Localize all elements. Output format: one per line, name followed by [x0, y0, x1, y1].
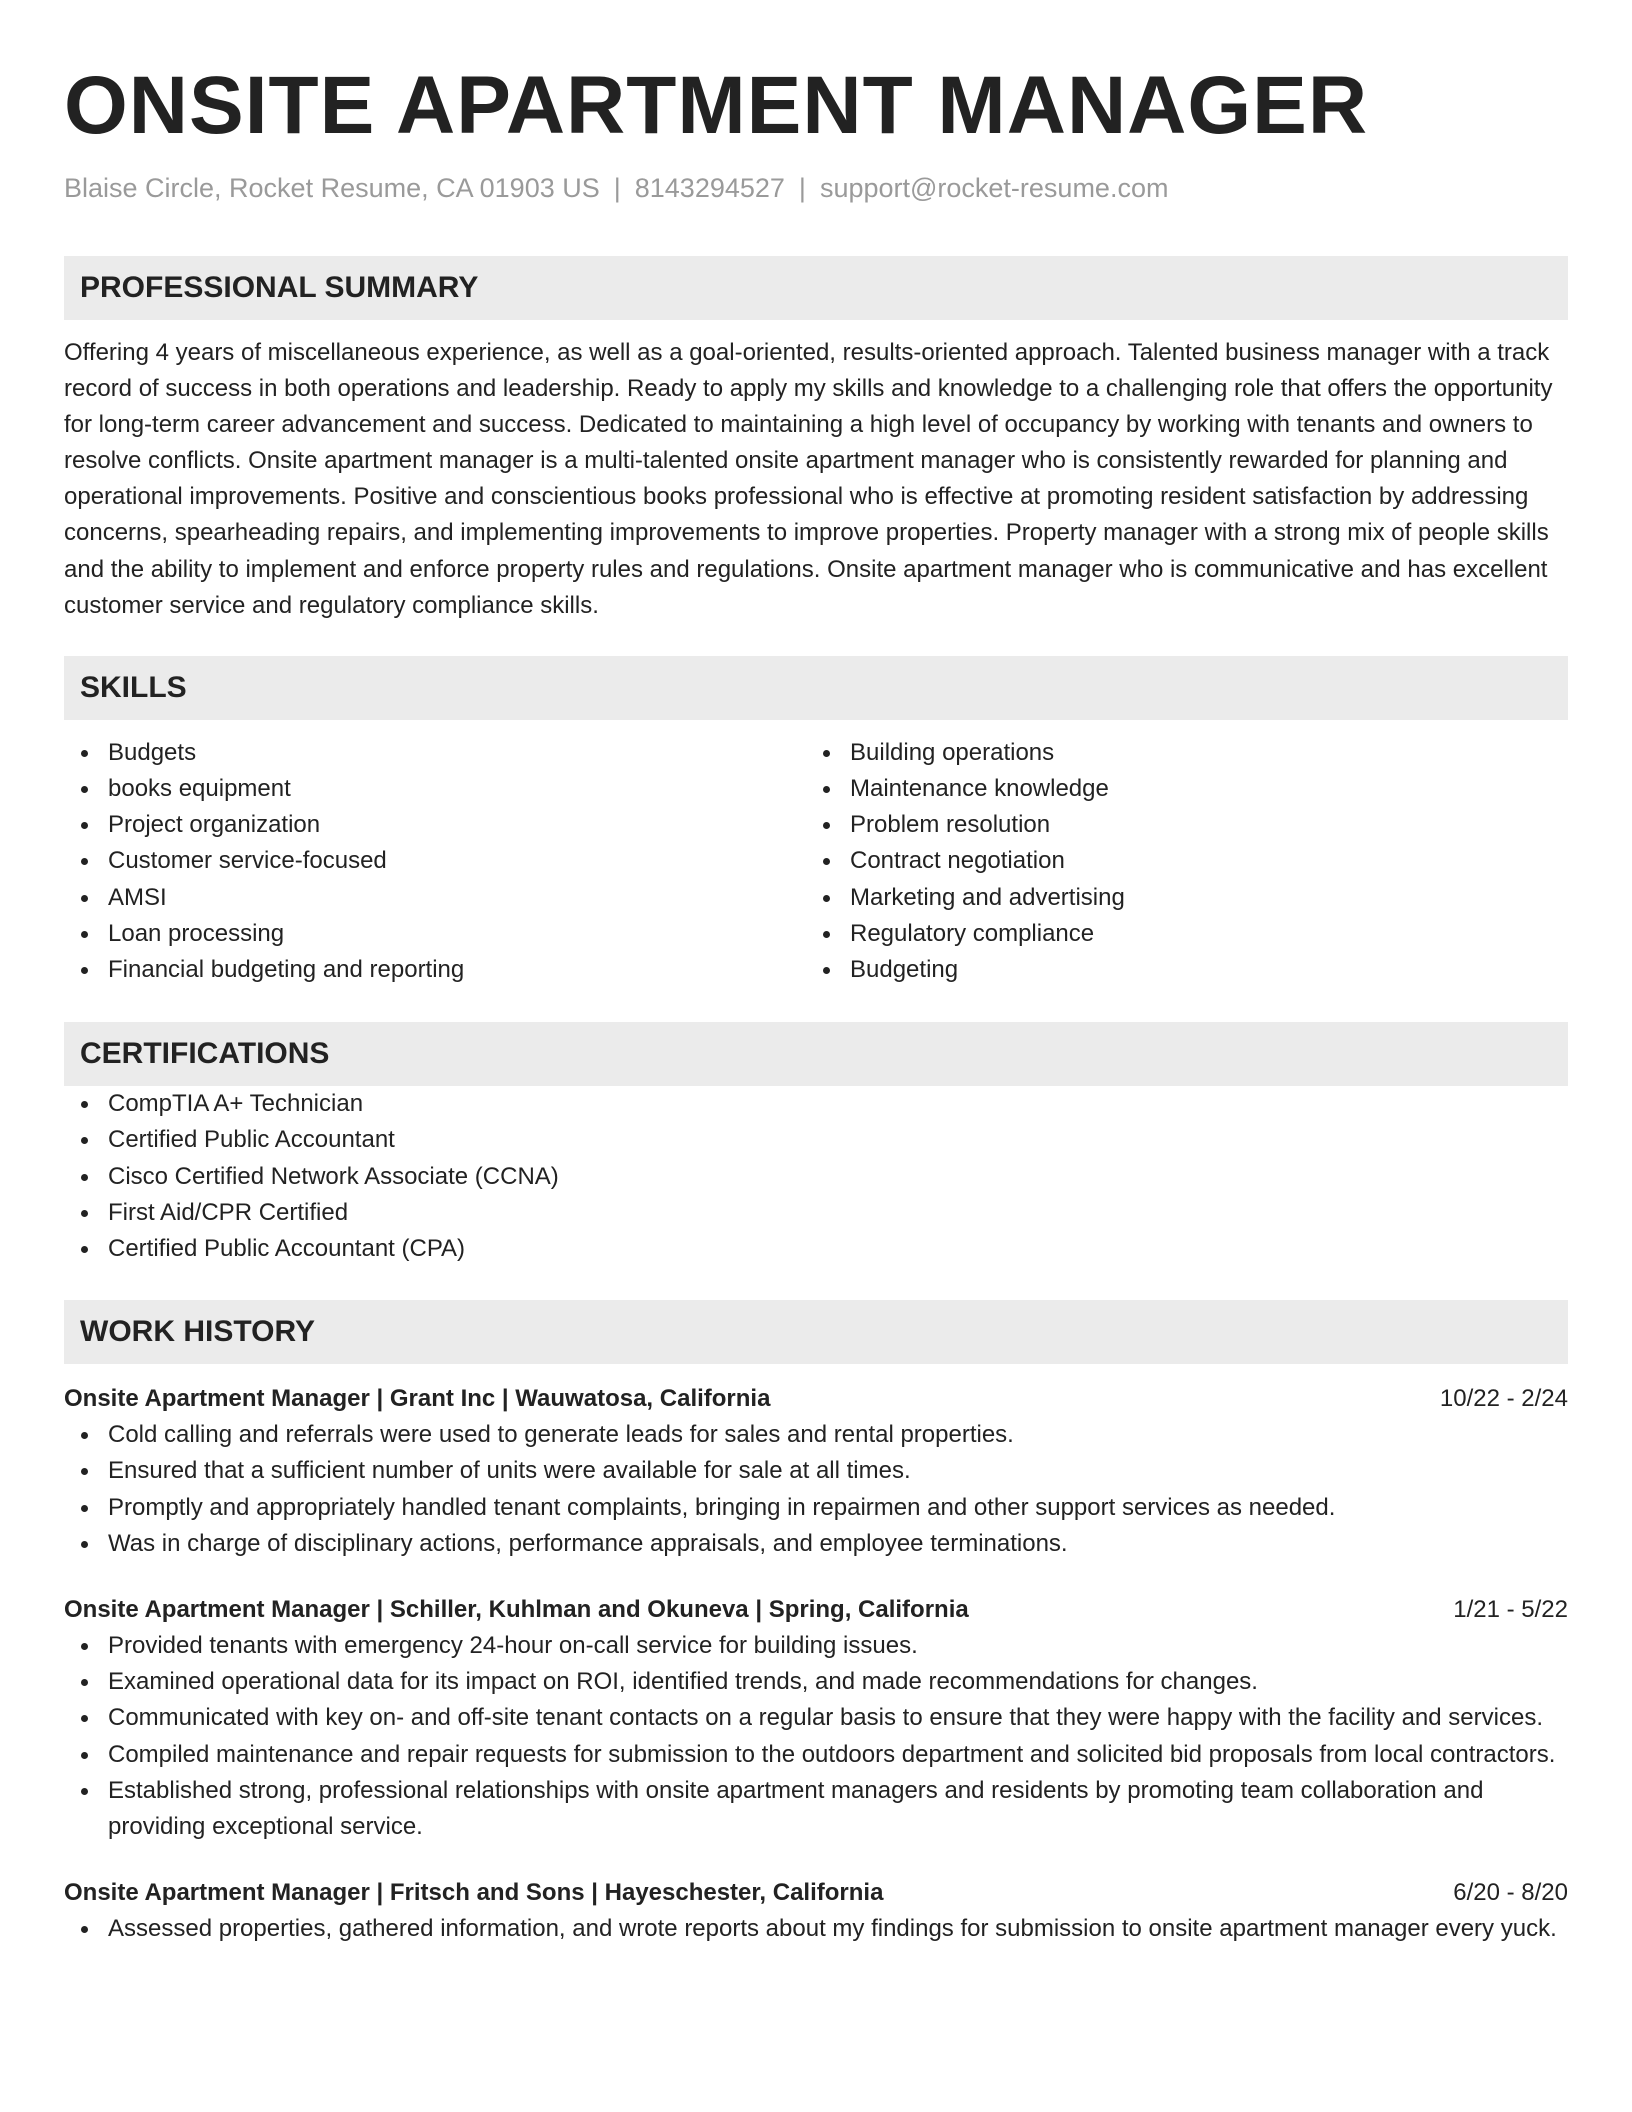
skill-item: Contract negotiation — [806, 843, 1548, 879]
job-bullet: Provided tenants with emergency 24-hour on-call service for building issues. — [64, 1628, 1568, 1664]
contact-separator: | — [613, 173, 621, 203]
job-bullet: Assessed properties, gathered information, and wrote reports about my findings for submission to onsite apartment manager every yuck. — [64, 1911, 1568, 1947]
certification-item: Cisco Certified Network Associate (CCNA) — [64, 1159, 1568, 1195]
contact-line — [64, 170, 1568, 206]
job-title: Onsite Apartment Manager | Schiller, Kuhlman and Okuneva | Spring, California — [64, 1596, 969, 1623]
certification-item: Certified Public Accountant — [64, 1122, 1568, 1158]
skill-item: Budgets — [64, 735, 806, 771]
contact-separator: | — [798, 173, 806, 203]
skill-item: books equipment — [64, 771, 806, 807]
job-bullet: Compiled maintenance and repair requests for submission to the outdoors department and solicited bid proposals from local contractors. — [64, 1737, 1568, 1773]
contact-phone: 8143294527 — [634, 173, 785, 203]
skill-item: Marketing and advertising — [806, 880, 1548, 916]
summary-heading: PROFESSIONAL SUMMARY — [64, 256, 1568, 320]
contact-email: support@rocket-resume.com — [819, 173, 1169, 203]
job-bullet: Established strong, professional relationships with onsite apartment managers and residents by promoting team collaboration and providing exceptional service. — [64, 1773, 1568, 1845]
job-title: Onsite Apartment Manager | Fritsch and Sons | Hayeschester, California — [64, 1879, 884, 1907]
skill-item: AMSI — [64, 880, 806, 916]
work-history-heading: WORK HISTORY — [64, 1300, 1568, 1364]
job-bullets — [64, 1911, 1568, 1947]
skill-item: Maintenance knowledge — [806, 771, 1548, 807]
certification-item: CompTIA A+ Technician — [64, 1086, 1568, 1122]
job-header — [64, 1592, 1568, 1628]
summary-text: Offering 4 years of miscellaneous experience, as well as a goal-oriented, results-oriented approach. Talented business manager with a track record of success in both operations and leadership. Ready to apply my skills and knowledge to a challenging role that offers the opportunity for long-term career advancement and success. Dedicated to maintaining a high level of occupancy by working with tenants and owners to resolve conflicts. Onsite apartment manager is a multi-talented onsite apartment manager who is consistently rewarded for planning and operational improvements. Positive and conscientious books professional who is effective at promoting resident satisfaction by addressing concerns, spearheading repairs, and implementing improvements to improve properties. Property manager with a strong mix of people skills and the ability to implement and enforce property rules and regulations. Onsite apartment manager who is communicative and has excellent customer service and regulatory compliance skills. — [64, 339, 1553, 619]
job-entry — [64, 1875, 1568, 1947]
job-bullet: Promptly and appropriately handled tenant complaints, bringing in repairmen and other support services as needed. — [64, 1490, 1568, 1526]
skill-item: Customer service-focused — [64, 843, 806, 879]
certifications-heading: CERTIFICATIONS — [64, 1022, 1568, 1086]
skills-heading: SKILLS — [64, 656, 1568, 720]
skills-right-column — [806, 735, 1548, 988]
job-bullet: Was in charge of disciplinary actions, performance appraisals, and employee terminations. — [64, 1526, 1568, 1562]
skill-item: Budgeting — [806, 952, 1548, 988]
skill-item: Regulatory compliance — [806, 916, 1548, 952]
job-bullets — [64, 1628, 1568, 1845]
job-bullet: Cold calling and referrals were used to generate leads for sales and rental properties. — [64, 1417, 1568, 1453]
job-bullets — [64, 1417, 1568, 1562]
skill-item: Building operations — [806, 735, 1548, 771]
certification-item: Certified Public Accountant (CPA) — [64, 1231, 1568, 1267]
candidate-name: ONSITE APARTMENT MANAGER — [64, 60, 1369, 151]
job-bullet: Ensured that a sufficient number of units were available for sale at all times. — [64, 1453, 1568, 1489]
skill-item: Financial budgeting and reporting — [64, 952, 806, 988]
job-dates: 10/22 - 2/24 — [1439, 1385, 1568, 1413]
certification-item: First Aid/CPR Certified — [64, 1195, 1568, 1231]
job-dates: 6/20 - 8/20 — [1453, 1879, 1568, 1907]
job-entry — [64, 1592, 1568, 1845]
contact-address: Blaise Circle, Rocket Resume, CA 01903 US — [64, 173, 600, 203]
skills-left-column — [64, 735, 806, 988]
skill-item: Loan processing — [64, 916, 806, 952]
job-title: Onsite Apartment Manager | Grant Inc | Wauwatosa, California — [64, 1385, 771, 1413]
skills-grid — [64, 735, 1568, 988]
skill-item: Problem resolution — [806, 807, 1548, 843]
job-dates: 1/21 - 5/22 — [1453, 1596, 1568, 1623]
job-entry — [64, 1381, 1568, 1562]
job-header — [64, 1381, 1568, 1417]
resume-page — [64, 0, 1568, 1947]
job-header — [64, 1875, 1568, 1911]
job-bullet: Examined operational data for its impact on ROI, identified trends, and made recommendations for changes. — [64, 1664, 1568, 1700]
job-bullet: Communicated with key on- and off-site tenant contacts on a regular basis to ensure that they were happy with the facility and services. — [64, 1700, 1568, 1736]
skill-item: Project organization — [64, 807, 806, 843]
certifications-list — [64, 1086, 1568, 1267]
